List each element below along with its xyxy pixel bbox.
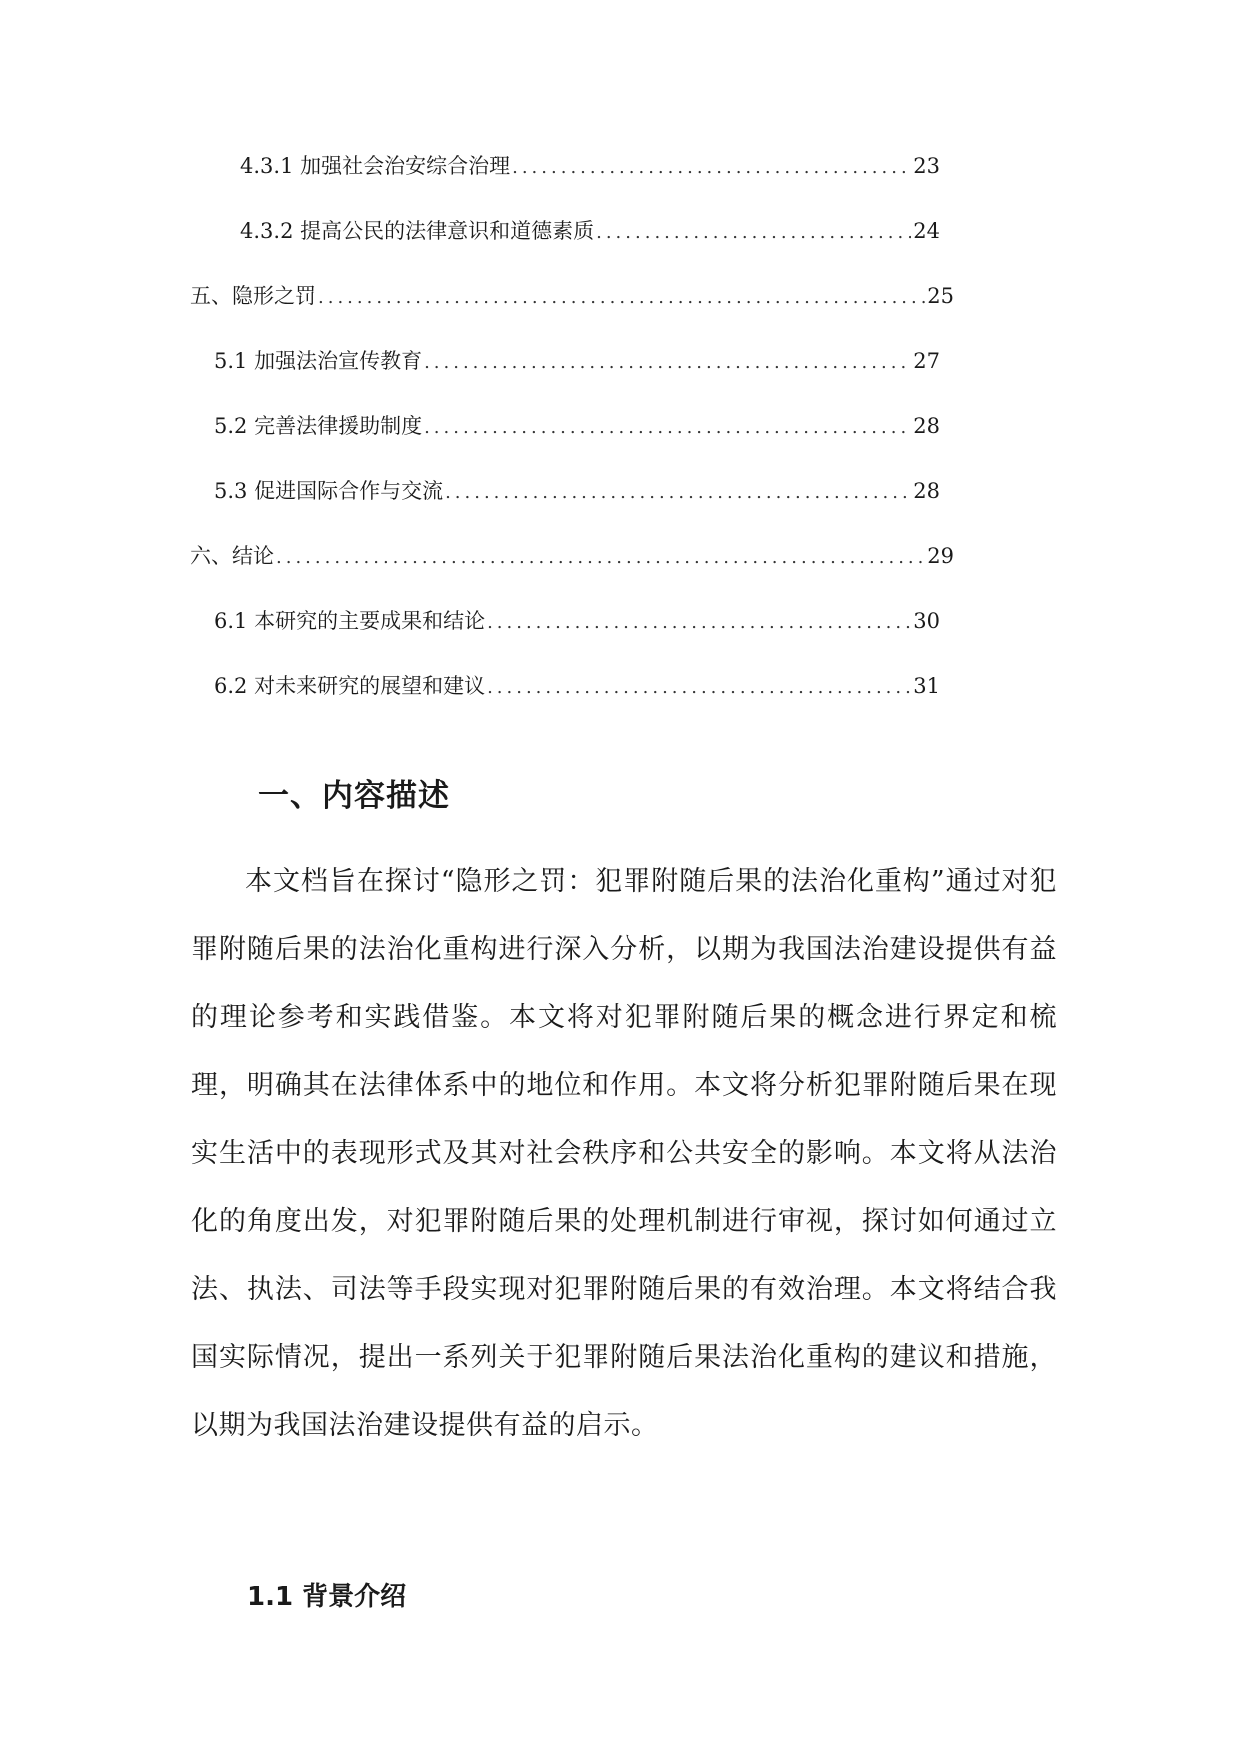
body-paragraph: 本文档旨在探讨“隐形之罚：犯罪附随后果的法治化重构”通过对犯罪附随后果的法治化重构进行深入分析，以期为我国法治建设提供有益的理论参考和实践借鉴。本文将对犯罪附随后果的概念进行界定和梳理，明确其在法律体系中的地位和作用。本文将分析犯罪附随后果在现实生活中的表现形式及其对社会秩序和公共安全的影响。本文将从法治化的角度出发，对犯罪附随后果的处理机制进行审视，探讨如何通过立法、执法、司法等手段实现对犯罪附随后果的有效治理。本文将结合我国实际情况，提出一系列关于犯罪附随后果法治化重构的建议和措施，以期为我国法治建设提供有益的启示。 [191, 866, 1057, 1441]
toc-leader-dots [512, 148, 911, 188]
toc-entry-page: 27 [913, 349, 940, 373]
section-heading: 一、内容描述 [258, 778, 450, 814]
toc-entry-page: 23 [913, 154, 940, 178]
toc-entry-label: 4.3.1 加强社会治安综合治理 [240, 154, 511, 178]
toc-entry-label: 五、隐形之罚 [190, 284, 316, 308]
toc-leader-dots [276, 538, 925, 578]
toc-entry-label: 6.1 本研究的主要成果和结论 [214, 609, 486, 633]
toc-entry-page: 25 [927, 284, 954, 308]
toc-entry-page: 30 [913, 609, 940, 633]
toc-entry[interactable] [214, 406, 940, 446]
toc-leader-dots [445, 473, 911, 513]
toc-entry[interactable] [240, 211, 940, 251]
toc-entry[interactable] [214, 471, 940, 511]
toc-entry-page: 29 [927, 544, 954, 568]
toc-leader-dots [487, 603, 911, 643]
toc-entry[interactable] [214, 666, 940, 706]
toc-leader-dots [487, 668, 911, 708]
toc-entry[interactable] [214, 341, 940, 381]
toc-entry-label: 六、结论 [190, 544, 274, 568]
toc-entry-label: 4.3.2 提高公民的法律意识和道德素质 [240, 219, 595, 243]
toc-entry-page: 24 [913, 219, 940, 243]
toc-entry-label: 5.3 促进国际合作与交流 [214, 479, 444, 503]
subsection-heading: 1.1 背景介绍 [247, 1582, 407, 1612]
toc-leader-dots [596, 213, 911, 253]
toc-leader-dots [318, 278, 925, 318]
toc-entry-label: 5.2 完善法律援助制度 [214, 414, 423, 438]
toc-leader-dots [424, 408, 911, 448]
toc-entry[interactable] [214, 601, 940, 641]
toc-entry[interactable] [190, 536, 954, 576]
toc-leader-dots [424, 343, 911, 383]
toc-entry-page: 28 [913, 414, 940, 438]
toc-entry-page: 31 [913, 674, 940, 698]
toc-entry-label: 5.1 加强法治宣传教育 [214, 349, 423, 373]
toc-entry-page: 28 [913, 479, 940, 503]
toc-entry[interactable] [240, 146, 940, 186]
toc-entry-label: 6.2 对未来研究的展望和建议 [214, 674, 486, 698]
toc-entry[interactable] [190, 276, 954, 316]
